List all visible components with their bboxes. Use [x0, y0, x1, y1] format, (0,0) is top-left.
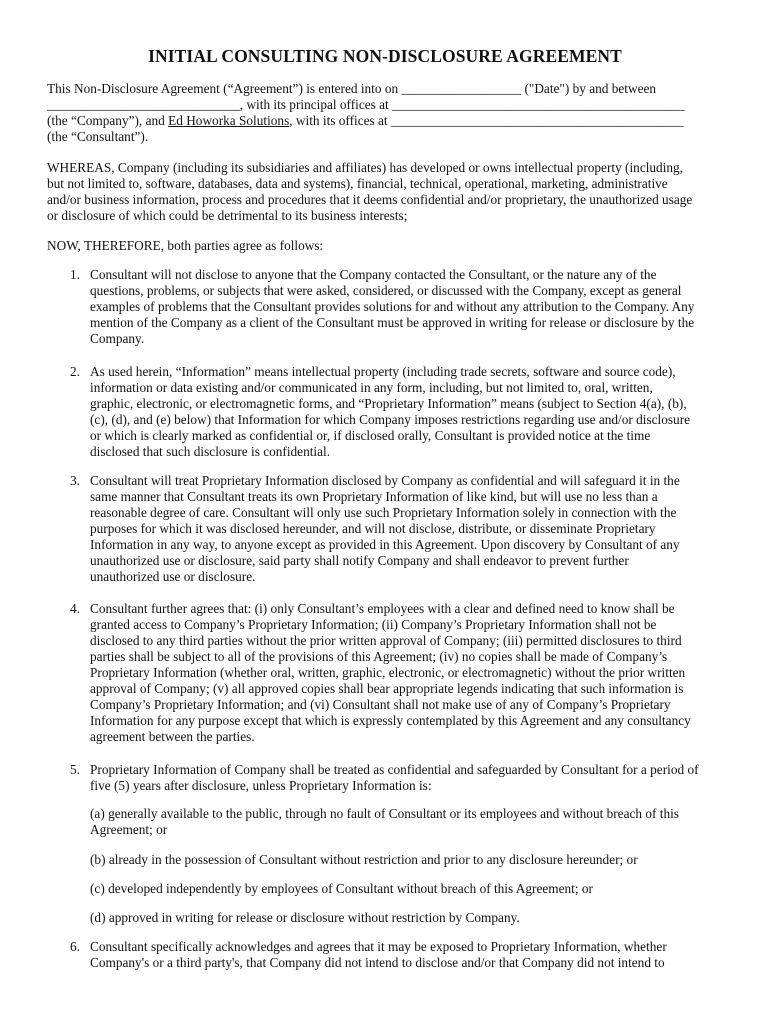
item-number: 2.: [70, 364, 80, 379]
item-number: 5.: [70, 762, 80, 777]
item-line: Company.: [90, 331, 145, 346]
intro-line-2: _____________________________, with its principal offices at ____________________________________________: [47, 97, 685, 112]
item-line: Proprietary Information of Company shall be treated as confidential and safeguarded by Consultant for a period of: [90, 762, 699, 777]
item-line: five (5) years after disclosure, unless Proprietary Information is:: [90, 778, 432, 793]
intro-line-3: [47, 113, 683, 129]
item-line: Consultant specifically acknowledges and agrees that it may be exposed to Proprietary Information, whether: [90, 939, 667, 954]
intro-line-3-pre: (the “Company”), and: [47, 113, 169, 128]
whereas-line: or disclosure of which could be detrimental to its business interests;: [47, 208, 408, 223]
item-line: Proprietary Information (whether oral, written, graphic, electronic, or electromagnetic) without the prior written: [90, 665, 686, 680]
item-line: Consultant will not disclose to anyone that the Company contacted the Consultant, or the nature any of the: [90, 267, 657, 282]
item-line: Consultant will treat Proprietary Information disclosed by Company as confidential and will safeguard it in the: [90, 473, 680, 488]
item-line: Company's or a third party's, that Company did not intend to disclose and/or that Company did not intend to: [90, 955, 665, 970]
item-line: Company’s Proprietary Information; and (vi) Consultant shall not make use of any of Company’s Proprietary: [90, 697, 671, 712]
item-line: disclosed to any third parties without the prior written approval of Company; (iii) permitted disclosures to third: [90, 633, 682, 648]
item-line: granted access to Company’s Proprietary Information; (ii) Company’s Proprietary Information shall not be: [90, 617, 657, 632]
item-line: agreement between the parties.: [90, 729, 255, 744]
item-line: parties shall be subject to all of the provisions of this Agreement; (iv) no copies shall be made of Company’s: [90, 649, 668, 664]
item-line: Information for any purpose except that which is expressly contemplated by this Agreement and any consultancy: [90, 713, 691, 728]
item-number: 1.: [70, 267, 80, 282]
whereas-line: WHEREAS, Company (including its subsidiaries and affiliates) has developed or owns intellectual property (including,: [47, 160, 684, 175]
intro-line-4: (the “Consultant”).: [47, 129, 149, 144]
intro-line-1: This Non-Disclosure Agreement (“Agreement”) is entered into on __________________ ("Date") by and between: [47, 81, 657, 96]
sub-item-line: Agreement; or: [90, 822, 168, 837]
therefore-line: NOW, THEREFORE, both parties agree as follows:: [47, 238, 324, 253]
item-line: approval of Company; (v) all approved copies shall bear appropriate legends indicating that such information is: [90, 681, 684, 696]
intro-line-3-post: , with its offices at ____________________________________________: [289, 113, 684, 128]
item-line: reasonable degree of care. Consultant will only use such Proprietary Information solely in connection with the: [90, 505, 677, 520]
sub-item-line: (d) approved in writing for release or disclosure without restriction by Company.: [90, 910, 520, 925]
item-line: Information in any way, to anyone except as provided in this Agreement. Upon discovery by Consultant of any: [90, 537, 680, 552]
item-line: same manner that Consultant treats its own Proprietary Information of like kind, but will use no less than a: [90, 489, 658, 504]
item-line: graphic, electronic, or electromagnetic forms, and “Proprietary Information” means (subject to Section 4(a), (b),: [90, 396, 687, 411]
item-number: 6.: [70, 939, 80, 954]
item-line: Consultant further agrees that: (i) only Consultant’s employees with a clear and defined need to know shall be: [90, 601, 675, 616]
item-number: 4.: [70, 601, 80, 616]
item-line: (c), (d), and (e) below) that Information for which Company imposes restrictions regarding use and/or disclosure: [90, 412, 691, 427]
item-line: mention of the Company as a client of the Consultant must be approved in writing for release or disclosure by the: [90, 315, 695, 330]
item-line: disclosed that such disclosure is confidential.: [90, 444, 331, 459]
document-title: INITIAL CONSULTING NON-DISCLOSURE AGREEMENT: [148, 46, 622, 66]
item-line: examples of problems that the Consultant provides solutions for and without any attribution to the Company. Any: [90, 299, 695, 314]
item-line: information or data existing and/or communicated in any form, including, but not limited to, oral, written,: [90, 380, 653, 395]
sub-item-line: (c) developed independently by employees of Consultant without breach of this Agreement; or: [90, 881, 593, 896]
whereas-line: but not limited to, software, databases, data and systems), financial, technical, operational, marketing, administrative: [47, 176, 668, 191]
sub-item-line: (a) generally available to the public, through no fault of Consultant or its employees and without breach of this: [90, 806, 679, 821]
item-line: unauthorized use or disclosure.: [90, 569, 256, 584]
sub-item-line: (b) already in the possession of Consultant without restriction and prior to any disclosure hereunder; or: [90, 852, 638, 867]
item-line: purposes for which it was disclosed hereunder, and will not disclose, distribute, or disseminate Proprietary: [90, 521, 656, 536]
item-line: questions, problems, or subjects that were asked, considered, or discussed with the Company, except as general: [90, 283, 682, 298]
consultant-name-link[interactable]: Ed Howorka Solutions: [168, 113, 290, 128]
item-line: As used herein, “Information” means intellectual property (including trade secrets, software and source code),: [90, 364, 676, 379]
whereas-line: and/or business information, process and procedures that it deems confidential and/or proprietary, the unauthorized usage: [47, 192, 693, 207]
item-line: unauthorized use or disclosure, said party shall notify Company and shall endeavor to prevent further: [90, 553, 629, 568]
item-line: or which is clearly marked as confidential or, if disclosed orally, Consultant is provided notice at the time: [90, 428, 651, 443]
item-number: 3.: [70, 473, 80, 488]
